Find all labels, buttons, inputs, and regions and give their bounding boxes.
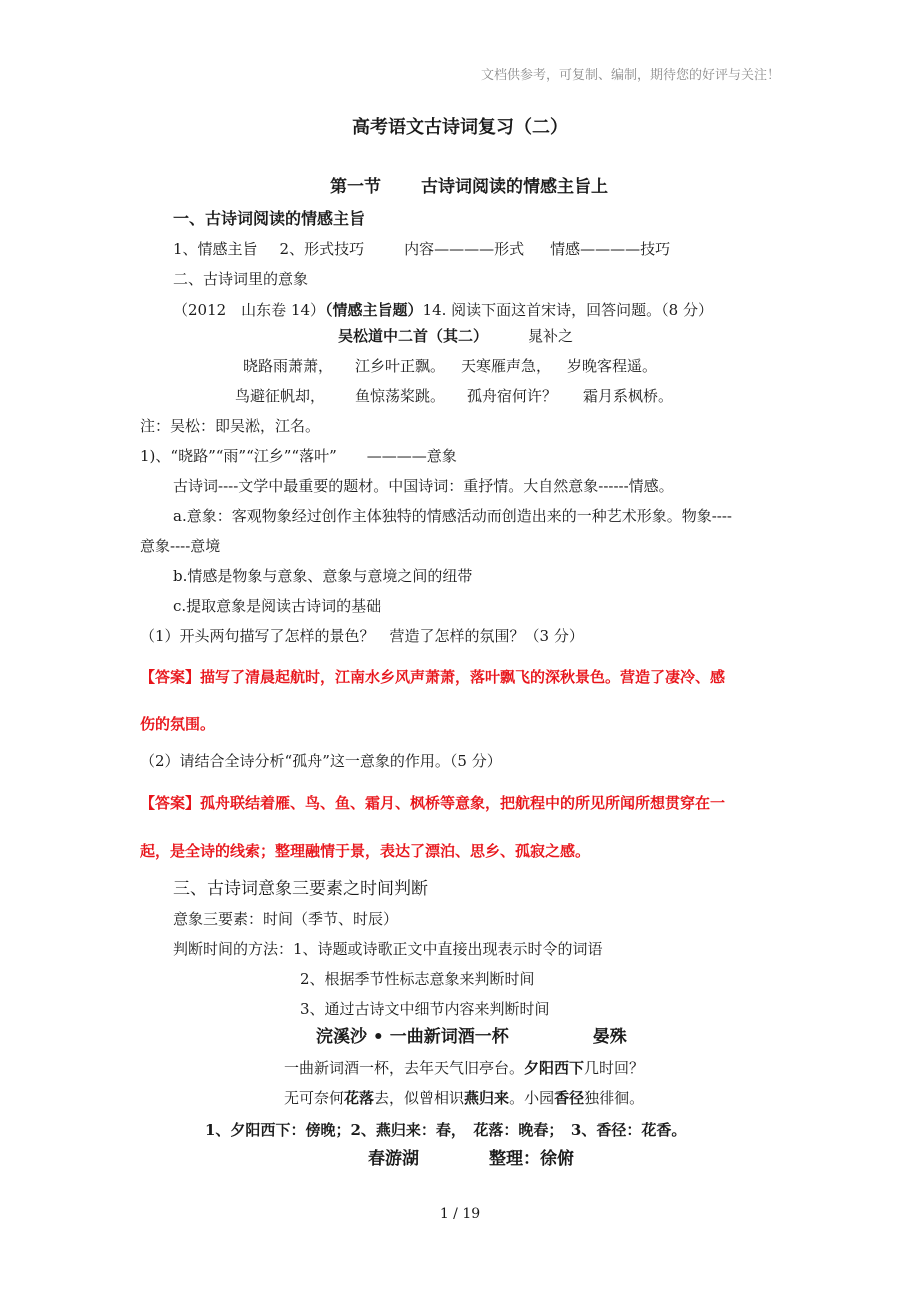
next-poem-heading — [368, 1149, 574, 1169]
answer-2-line-1: 【答案】孤舟联结着雁、鸟、鱼、霜月、枫桥等意象，把航程中的所见所闻所想贯穿在一 — [140, 794, 726, 812]
time-text-4: 3、通过古诗文中细节内容来判断时间 — [300, 1000, 550, 1018]
verse: 独徘徊。 — [584, 1089, 645, 1107]
next-poem-title: 春游湖 — [368, 1149, 419, 1169]
question-tag: （情感主旨题） — [325, 301, 423, 319]
poem2-title: 浣溪沙 • 一曲新词酒一杯 — [316, 1027, 509, 1047]
time-text-3: 2、根据季节性标志意象来判断时间 — [300, 970, 535, 988]
verse: 鱼惊荡桨跳。 — [355, 387, 446, 405]
verse-emphasis: 花落 — [344, 1089, 375, 1107]
answer-1-line-2: 伤的氛围。 — [140, 715, 216, 733]
poem2-author: 晏殊 — [592, 1027, 627, 1047]
verse: 霜月系枫桥。 — [583, 387, 674, 405]
item-2: 2、形式技巧 — [279, 240, 365, 258]
verse: 江乡叶正飘。 — [355, 357, 446, 375]
poem1-title: 吴松道中二首（其二） — [338, 327, 489, 345]
point-5: c.提取意象是阅读古诗词的基础 — [173, 597, 382, 615]
answer-1-line-1: 【答案】描写了清晨起航时，江南水乡风声萧萧，落叶飘飞的深秋景色。营造了凄冷、感 — [140, 668, 726, 686]
verse: 孤舟宿何许？ — [467, 387, 558, 405]
verse: 天寒雁声急， — [461, 357, 552, 375]
items-row — [173, 239, 670, 259]
question-line — [173, 300, 713, 320]
section-name: 古诗词阅读的情感主旨上 — [421, 177, 608, 197]
heading-2: 二、古诗词里的意象 — [173, 270, 309, 288]
poem1-line-1 — [243, 356, 657, 376]
point-3a: a.意象：客观物象经过创作主体独特的情感活动而创造出来的一种艺术形象。物象---- — [173, 507, 732, 525]
section-label: 第一节 — [330, 177, 381, 197]
verse: 几时回？ — [584, 1059, 645, 1077]
verse: 鸟避征帆却， — [235, 387, 326, 405]
next-poem-compiler: 整理：徐俯 — [489, 1149, 574, 1169]
time-text-1: 意象三要素：时间（季节、时辰） — [173, 910, 399, 928]
answer-2-line-2: 起，是全诗的线索；整理融情于景，表达了漂泊、思乡、孤寂之感。 — [140, 842, 591, 860]
section-heading — [330, 177, 608, 197]
time-summary: 1、夕阳西下：傍晚；2、燕归来：春， 花落：晚春； 3、香径：花香。 — [205, 1121, 687, 1139]
document-title: 高考语文古诗词复习（二） — [352, 117, 568, 138]
verse-emphasis: 燕归来 — [464, 1089, 510, 1107]
item-4: 情感————技巧 — [550, 240, 671, 258]
point-1: 1)、“晓路”“雨”“江乡”“落叶” ————意象 — [140, 447, 457, 465]
page-total: 19 — [462, 1206, 481, 1222]
verse-emphasis: 香径 — [554, 1089, 585, 1107]
poem1-author: 晁补之 — [528, 327, 574, 345]
question-text: 14. 阅读下面这首宋诗，回答问题。（8 分） — [422, 301, 713, 319]
poem2-line-1 — [284, 1058, 644, 1078]
point-2: 古诗词----文学中最重要的题材。中国诗词：重抒情。大自然意象------情感。 — [173, 477, 674, 495]
item-3: 内容————形式 — [404, 240, 525, 258]
verse: 岁晚客程遥。 — [567, 357, 658, 375]
header-note: 文档供参考，可复制、编制，期待您的好评与关注！ — [480, 68, 780, 83]
page-current: 1 — [439, 1206, 449, 1222]
question-2: （2）请结合全诗分析“孤舟”这一意象的作用。（5 分） — [140, 752, 502, 770]
time-text-2: 判断时间的方法：1、诗题或诗歌正文中直接出现表示时令的词语 — [173, 940, 603, 958]
question-source: （2012 山东卷 14） — [173, 301, 326, 319]
poem-note: 注：吴松：即吴淞，江名。 — [140, 417, 321, 435]
heading-1: 一、古诗词阅读的情感主旨 — [173, 209, 366, 228]
poem2-line-2 — [284, 1088, 644, 1108]
verse: 一曲新词酒一杯，去年天气旧亭台。 — [284, 1059, 525, 1077]
poem1-heading — [338, 326, 573, 346]
poem1-line-2 — [235, 386, 673, 406]
question-1: （1）开头两句描写了怎样的景色？ 营造了怎样的氛围？（3 分） — [140, 627, 584, 645]
verse: 去，似曾相识 — [374, 1089, 465, 1107]
point-4: b.情感是物象与意象、意象与意境之间的纽带 — [173, 567, 473, 585]
heading-3: 三、古诗词意象三要素之时间判断 — [173, 879, 428, 899]
verse: 无可奈何 — [284, 1089, 345, 1107]
verse-emphasis: 夕阳西下 — [524, 1059, 585, 1077]
verse: 。小园 — [509, 1089, 555, 1107]
page-number — [0, 1206, 920, 1222]
page-separator: / — [448, 1206, 463, 1222]
item-1: 1、情感主旨 — [173, 240, 258, 258]
poem2-heading — [316, 1027, 627, 1047]
verse: 晓路雨萧萧， — [243, 357, 334, 375]
point-3b: 意象----意境 — [140, 537, 221, 555]
